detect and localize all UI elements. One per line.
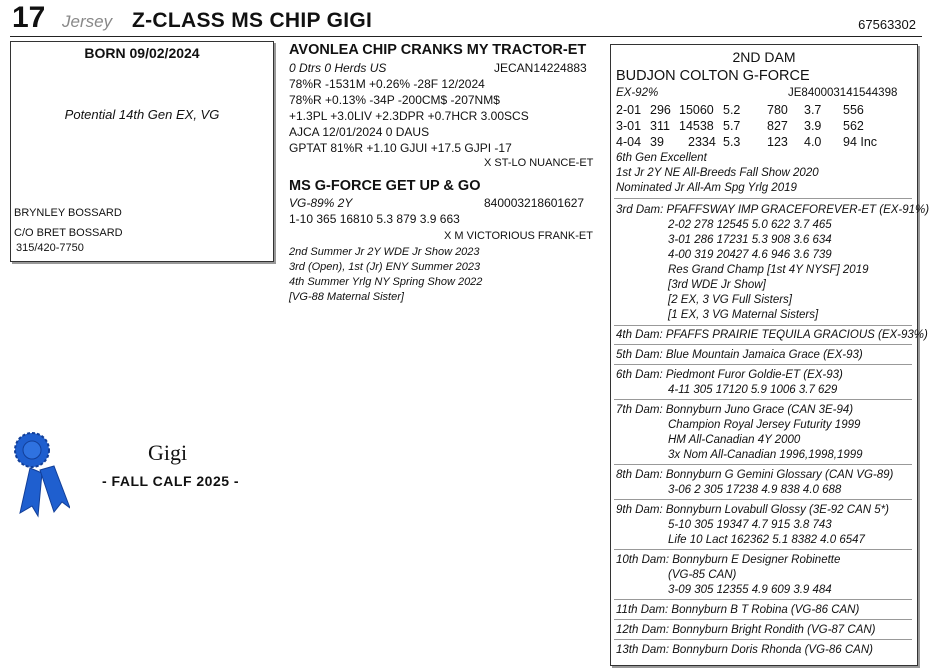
sixth-dam-title: 6th Dam: Piedmont Furor Goldie-ET (EX-93) — [616, 369, 843, 381]
sire-genomics-line: +1.3PL +3.0LIV +2.3DPR +0.7HCR 3.00SCS — [289, 109, 529, 123]
born-box — [10, 41, 274, 262]
sixth-dam-line: 4-11 305 17120 5.9 1006 3.7 629 — [668, 384, 838, 396]
record-days: 311 — [650, 119, 670, 133]
section-divider — [614, 325, 912, 326]
record-days: 39 — [650, 135, 664, 149]
seventh-dam-title: 7th Dam: Bonnyburn Juno Grace (CAN 3E-94) — [616, 404, 854, 416]
eighth-dam-title: 8th Dam: Bonnyburn G Gemini Glossary (CAN VG-89) — [616, 469, 894, 481]
thirteenth-dam-title: 13th Dam: Bonnyburn Doris Rhonda (VG-86 CAN) — [616, 644, 873, 656]
seventh-dam-line: Champion Royal Jersey Futurity 1999 — [668, 419, 861, 431]
record-protein: 94 Inc — [843, 135, 878, 149]
second-dam-note: 1st Jr 2Y NE All-Breeds Fall Show 2020 — [616, 167, 819, 179]
dam-name: MS G-FORCE GET UP & GO — [289, 178, 481, 194]
record-fat: 780 — [767, 103, 788, 117]
record-fat-pct: 5.2 — [723, 103, 741, 117]
tenth-dam-line: (VG-85 CAN) — [668, 569, 737, 581]
section-divider — [614, 464, 912, 465]
ninth-dam-title: 9th Dam: Bonnyburn Lovabull Glossy (3E-92 CAN 5*) — [616, 504, 889, 516]
dam-maternal-sister: [VG-88 Maternal Sister] — [289, 291, 404, 303]
record-protein: 562 — [843, 119, 864, 133]
second-dam-id: JE840003141544398 — [788, 87, 898, 99]
section-divider — [614, 619, 912, 620]
sire-of-sire: X ST-LO NUANCE-ET — [484, 157, 594, 169]
fourth-dam-title: 4th Dam: PFAFFS PRAIRIE TEQUILA GRACIOUS (EX-93%) — [616, 329, 928, 341]
calf-nickname: Gigi — [148, 440, 188, 465]
dam-sire: X M VICTORIOUS FRANK-ET — [444, 230, 593, 242]
third-dam-line: 2-02 278 12545 5.0 622 3.7 465 — [668, 219, 832, 231]
sire-genomics-line: GPTAT 81%R +1.10 GJUI +17.5 GJPI -17 — [289, 141, 512, 155]
eighth-dam-line: 3-06 2 305 17238 4.9 838 4.0 688 — [668, 484, 842, 496]
record-age: 2-01 — [616, 103, 642, 117]
dam-score: VG-89% 2Y — [289, 196, 353, 210]
section-divider — [614, 198, 912, 199]
section-divider — [614, 399, 912, 400]
third-dam-line: Res Grand Champ [1st 4Y NYSF] 2019 — [668, 264, 869, 276]
sire-name: AVONLEA CHIP CRANKS MY TRACTOR-ET — [289, 42, 587, 58]
eleventh-dam-title: 11th Dam: Bonnyburn B T Robina (VG-86 CAN) — [616, 604, 860, 616]
record-protein-pct: 3.9 — [804, 119, 822, 133]
record-fat-pct: 5.7 — [723, 119, 741, 133]
dam-show-result: 4th Summer Yrlg NY Spring Show 2022 — [289, 276, 483, 288]
birth-date: BORN 09/02/2024 — [84, 45, 200, 61]
third-dam-line: 3-01 286 17231 5.3 908 3.6 634 — [668, 234, 832, 246]
tenth-dam-title: 10th Dam: Bonnyburn E Designer Robinette — [616, 554, 841, 566]
owner-name: BRYNLEY BOSSARD — [14, 207, 122, 219]
record-age: 4-04 — [616, 135, 642, 149]
owner-care-of: C/O BRET BOSSARD — [14, 227, 123, 239]
record-days: 296 — [650, 103, 671, 117]
second-dam-score: EX-92% — [616, 87, 659, 99]
third-dam-title: 3rd Dam: PFAFFSWAY IMP GRACEFOREVER-ET (EX-91%) — [616, 204, 930, 216]
animal-name: Z-CLASS MS CHIP GIGI — [132, 9, 373, 32]
seventh-dam-line: 3x Nom All-Canadian 1996,1998,1999 — [668, 449, 863, 461]
breed-label: Jersey — [62, 12, 113, 31]
section-divider — [614, 639, 912, 640]
ninth-dam-line: 5-10 305 19347 4.7 915 3.8 743 — [668, 519, 832, 531]
second-dam-note: Nominated Jr All-Am Spg Yrlg 2019 — [616, 182, 797, 194]
sire-reg-id: JECAN14224883 — [494, 61, 587, 75]
third-dam-line: 4-00 319 20427 4.6 946 3.6 739 — [668, 249, 832, 261]
record-milk: 14538 — [679, 119, 714, 133]
dam-show-result: 2nd Summer Jr 2Y WDE Jr Show 2023 — [289, 246, 480, 258]
second-dam-note: 6th Gen Excellent — [616, 152, 707, 164]
sire-daughters: 0 Dtrs 0 Herds US — [289, 61, 387, 75]
seventh-dam-line: HM All-Canadian 4Y 2000 — [668, 434, 801, 446]
record-protein-pct: 3.7 — [804, 103, 822, 117]
ninth-dam-line: Life 10 Lact 162362 5.1 8382 4.0 6547 — [668, 534, 865, 546]
fifth-dam-title: 5th Dam: Blue Mountain Jamaica Grace (EX-93) — [616, 349, 863, 361]
dam-record: 1-10 365 16810 5.3 879 3.9 663 — [289, 212, 460, 226]
third-dam-line: [2 EX, 3 VG Full Sisters] — [668, 294, 792, 306]
section-divider — [614, 499, 912, 500]
potential-generations: Potential 14th Gen EX, VG — [64, 107, 220, 122]
dam-id: 840003218601627 — [484, 196, 585, 210]
dam-show-result: 3rd (Open), 1st (Jr) ENY Summer 2023 — [289, 261, 481, 273]
calf-class: - FALL CALF 2025 - — [102, 473, 240, 489]
tenth-dam-line: 3-09 305 12355 4.9 609 3.9 484 — [668, 584, 832, 596]
record-fat: 123 — [767, 135, 788, 149]
record-age: 3-01 — [616, 119, 642, 133]
section-divider — [614, 364, 912, 365]
section-divider — [614, 344, 912, 345]
record-fat-pct: 5.3 — [723, 135, 741, 149]
third-dam-line: [1 EX, 3 VG Maternal Sisters] — [668, 309, 819, 321]
record-milk: 2334 — [688, 135, 716, 149]
third-dam-line: [3rd WDE Jr Show] — [668, 279, 766, 291]
record-fat: 827 — [767, 119, 788, 133]
header-divider — [10, 36, 922, 37]
second-dam-heading: 2ND DAM — [732, 49, 796, 65]
lot-number: 17 — [12, 1, 46, 34]
sire-genomics-line: 78%R -1531M +0.26% -28F 12/2024 — [289, 77, 485, 91]
section-divider — [614, 599, 912, 600]
second-dam-name: BUDJON COLTON G-FORCE — [616, 68, 810, 84]
sire-genomics-line: 78%R +0.13% -34P -200CM$ -207NM$ — [289, 93, 500, 107]
record-protein: 556 — [843, 103, 864, 117]
sire-genomics-line: AJCA 12/01/2024 0 DAUS — [289, 125, 430, 139]
record-milk: 15060 — [679, 103, 714, 117]
twelfth-dam-title: 12th Dam: Bonnyburn Bright Rondith (VG-87 CAN) — [616, 624, 876, 636]
registration-number: 67563302 — [858, 17, 916, 32]
record-protein-pct: 4.0 — [804, 135, 822, 149]
blue-ribbon-icon — [10, 428, 70, 518]
section-divider — [614, 549, 912, 550]
owner-phone: 315/420-7750 — [16, 242, 84, 254]
